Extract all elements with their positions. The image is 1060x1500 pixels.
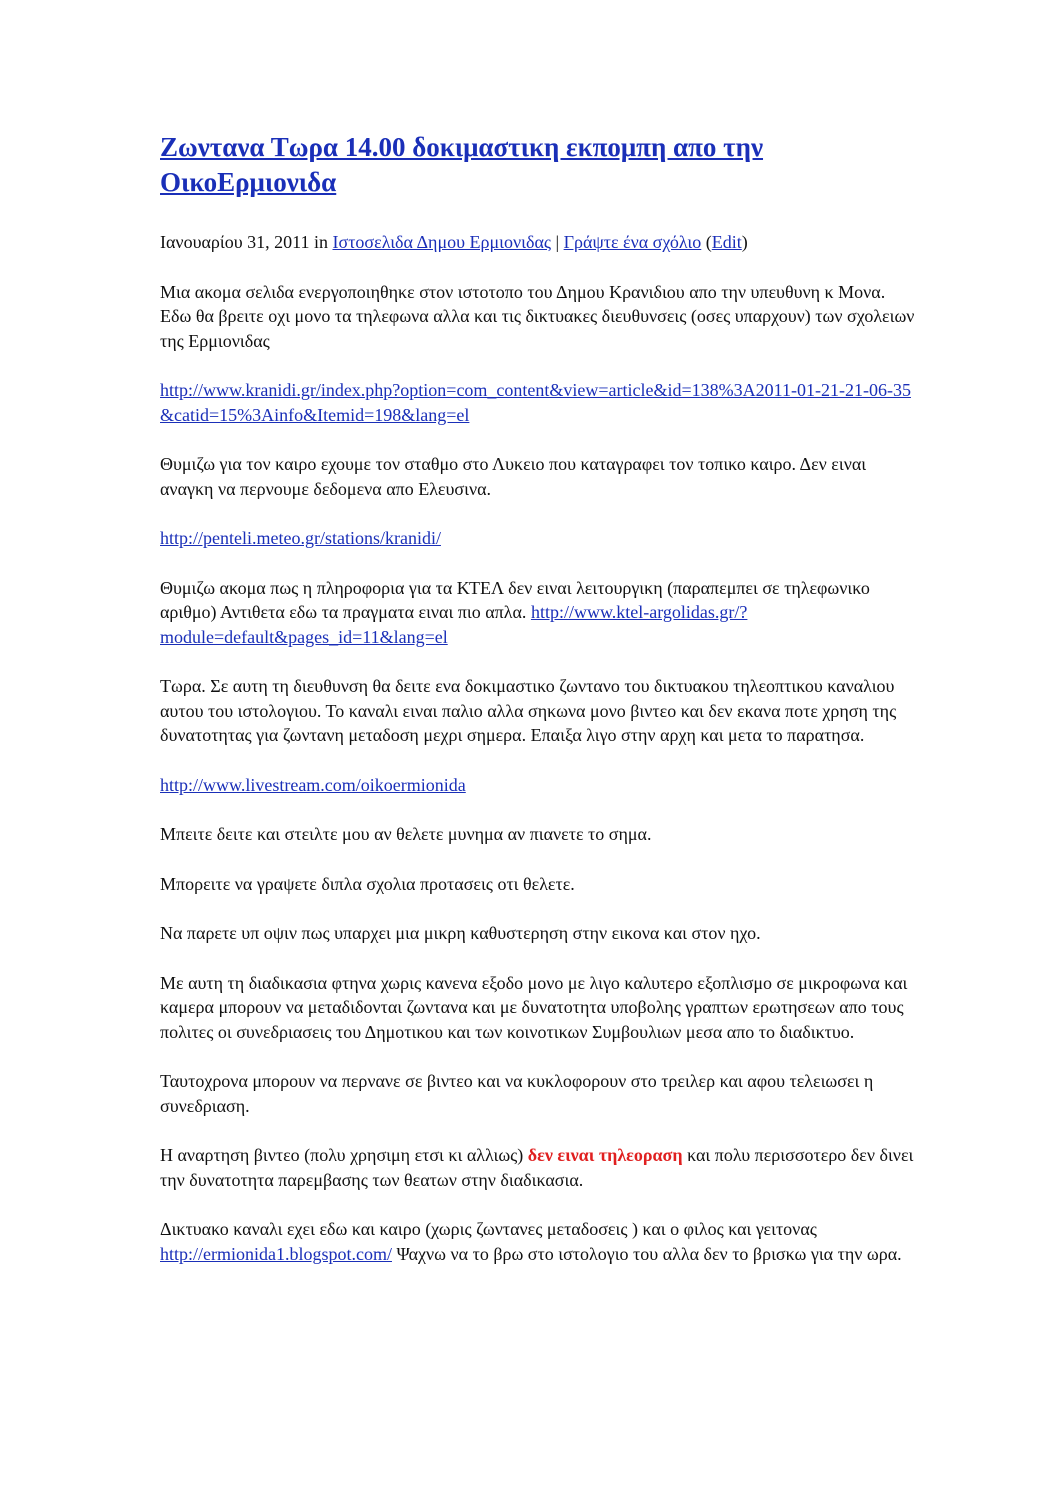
- post-title: [160, 130, 920, 200]
- tv-highlight: δεν ειναι τηλεοραση: [527, 1145, 683, 1165]
- paragraph-trailer: Ταυτοχρονα μπορουν να περνανε σε βιντεο και να κυκλοφορουν στο τρειλερ και αφου τελειωσει η συνεδριαση.: [160, 1071, 874, 1116]
- meta-paren-open: (: [701, 232, 712, 252]
- ermionida-blog-link[interactable]: http://ermionida1.blogspot.com/: [160, 1243, 392, 1264]
- paragraph-process: Με αυτη τη διαδικασια φτηνα χωρις κανενα εξοδο μονο με λιγο καλυτερο εξοπλισμο σε μικροφωνα και καμερα μπορουν να μεταδιδονται ζωντανα και με δυνατοτητα υποβολης γραπτων ερωτησεων απο τους πολιτες οι συνεδριασεις του Δημοτικου και των κοινοτικων Συμβουλιων μεσα απο το διαδικτυο.: [160, 972, 908, 1042]
- meta-separator: |: [551, 232, 564, 252]
- meta-paren-close: ): [741, 232, 748, 252]
- ktel-link[interactable]: http://www.ktel-argolidas.gr/?module=default&pages_id=11&lang=el: [160, 602, 748, 647]
- post-date: Ιανουαρίου 31, 2011: [160, 232, 310, 252]
- write-comment-link[interactable]: Γράψτε ένα σχόλιο: [563, 232, 702, 252]
- post-title-link[interactable]: Ζωντανα Τωρα 14.00 δοκιμαστικη εκπομπη απο την ΟικοΕρμιονιδα: [160, 132, 764, 197]
- paragraph-channel: Τωρα. Σε αυτη τη διευθυνση θα δειτε ενα δοκιμαστικο ζωντανο του δικτυακου τηλεοπτικου καναλιου αυτου του ιστολογιου. Το καναλι ειναι παλιο αλλα σηκωνα μονο βιντεο και δεν εκανα ποτε χρηση της δυνατοτητας για ζωντανη μεταδοση μεχρι σημερα. Επαιξα λιγο στην αρχη και μετα το παρατησα.: [160, 676, 897, 745]
- paragraph-comments: Μπορειτε να γραψετε διπλα σχολια προτασεις οτι θελετε.: [160, 873, 575, 894]
- category-link[interactable]: Ιστοσελιδα Δημου Ερμιονιδας: [332, 232, 552, 252]
- paragraph-neighbor: [160, 1217, 920, 1266]
- ktel-text: Θυμιζω ακομα πως η πληροφορια για τα ΚΤΕΛ δεν ειναι λειτουργικη (παραπεμπει σε τηλεφωνικο αριθμο) Αντιθετα εδω τα πραγματα ειναι πιο απλα.: [160, 577, 870, 622]
- paragraph-link-meteo: [160, 526, 920, 551]
- paragraph-delay: Να παρετε υπ οψιν πως υπαρχει μια μικρη καθυστερηση στην εικονα και στον ηχο.: [160, 923, 761, 943]
- neighbor-text-before: Δικτυακο καναλι εχει εδω και καιρο (χωρις ζωντανες μεταδοσεις ) και ο φιλος και γειτονας: [160, 1219, 817, 1239]
- meteo-link[interactable]: http://penteli.meteo.gr/stations/kranidi/: [160, 528, 441, 548]
- edit-link[interactable]: Edit: [711, 232, 742, 252]
- paragraph-signal: Μπειτε δειτε και στειλτε μου αν θελετε μυνημα αν πιανετε το σημα.: [160, 824, 652, 844]
- paragraph-link-kranidi: [160, 378, 920, 427]
- paragraph-link-livestream: [160, 773, 920, 798]
- post-meta: [160, 230, 920, 255]
- tv-text-before: Η αναρτηση βιντεο (πολυ χρησιμη ετσι κι αλλιως): [160, 1145, 528, 1165]
- paragraph-television: [160, 1143, 920, 1192]
- tv-text-after: και πολυ περισσοτερο δεν δινει την δυνατοτητα παρεμβασης των θεατων στην διαδικασια.: [160, 1145, 914, 1190]
- kranidi-link[interactable]: http://www.kranidi.gr/index.php?option=com_content&view=article&id=138%3A2011-01-21-21-06-35&catid=15%3Ainfo&Itemid=198&lang=el: [160, 380, 911, 425]
- neighbor-text-after: Ψαχνω να το βρω στο ιστολογιο του αλλα δεν το βρισκω για την ωρα.: [391, 1243, 902, 1264]
- meta-in-word: in: [309, 232, 333, 252]
- paragraph-ktel: [160, 576, 920, 650]
- paragraph-schools: Μια ακομα σελιδα ενεργοποιηθηκε στον ιστοτοπο του Δημου Κρανιδιου απο την υπευθυνη κ Μονα. Εδω θα βρειτε οχι μονο τα τηλεφωνα αλλα και τις δικτυακες διευθυνσεις (οσες υπαρχουν) των σχολειων της Ερμιονιδας: [160, 281, 915, 351]
- livestream-link[interactable]: http://www.livestream.com/oikoermionida: [160, 774, 466, 795]
- document-page: [160, 130, 920, 1291]
- paragraph-weather: Θυμιζω για τον καιρο εχουμε τον σταθμο στο Λυκειο που καταγραφει τον τοπικο καιρο. Δεν ειναι αναγκη να περνουμε δεδομενα απο Ελευσινα.: [160, 454, 867, 499]
